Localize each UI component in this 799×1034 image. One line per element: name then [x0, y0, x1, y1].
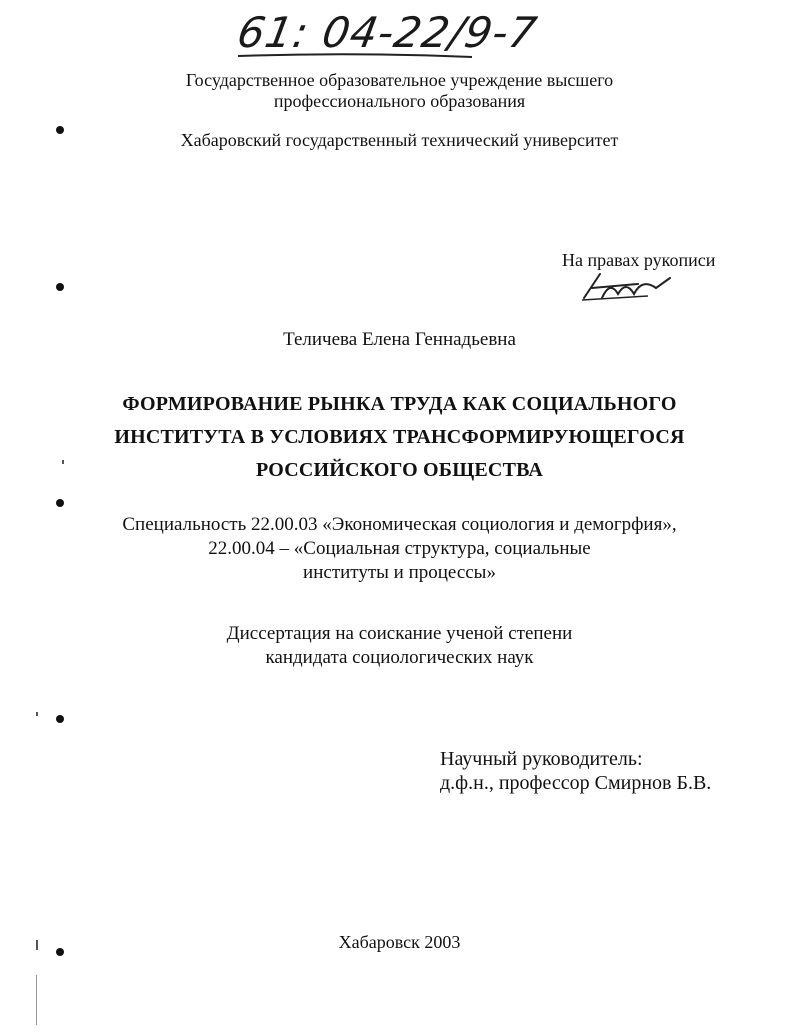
binding-hole-mark [56, 948, 64, 956]
degree-line-1: Диссертация на соискание ученой степени [226, 623, 573, 644]
city-year: Хабаровск 2003 [338, 932, 461, 952]
specialty-line-1: Специальность 22.00.03 «Экономическая социология и демогрфия», [122, 514, 677, 535]
university-name: Хабаровский государственный технический университет [180, 130, 619, 150]
binding-hole-mark [56, 499, 64, 507]
institution-line-1: Государственное образовательное учреждение высшего [185, 70, 614, 90]
manuscript-rights-note: На правах рукописи [562, 250, 716, 270]
archive-number-underline [236, 52, 476, 60]
scan-speck [62, 460, 64, 464]
dissertation-title-line-1: ФОРМИРОВАНИЕ РЫНКА ТРУДА КАК СОЦИАЛЬНОГО [122, 393, 677, 415]
dissertation-title-line-3: РОССИЙСКОГО ОБЩЕСТВА [255, 459, 544, 481]
binding-hole-mark [56, 126, 64, 134]
archive-number-handwritten: 61: 04-22/9-7 [233, 8, 542, 57]
specialty-line-2: 22.00.04 – «Социальная структура, социальные [208, 538, 591, 559]
binding-hole-mark [56, 283, 64, 291]
specialty-line-3: институты и процессы» [303, 562, 496, 583]
binding-hole-mark [56, 715, 64, 723]
supervisor-label: Научный руководитель: [440, 748, 643, 770]
supervisor-name: д.ф.н., профессор Смирнов Б.В. [440, 772, 712, 794]
dissertation-title-line-2: ИНСТИТУТА В УСЛОВИЯХ ТРАНСФОРМИРУЮЩЕГОСЯ [114, 426, 685, 448]
scan-speck [36, 975, 37, 1025]
degree-line-2: кандидата социологических наук [265, 647, 534, 668]
author-name: Теличева Елена Геннадьевна [283, 329, 516, 350]
institution-line-2: профессионального образования [273, 91, 526, 111]
scan-speck [36, 940, 38, 950]
scan-speck [36, 712, 38, 716]
signature [578, 270, 678, 306]
